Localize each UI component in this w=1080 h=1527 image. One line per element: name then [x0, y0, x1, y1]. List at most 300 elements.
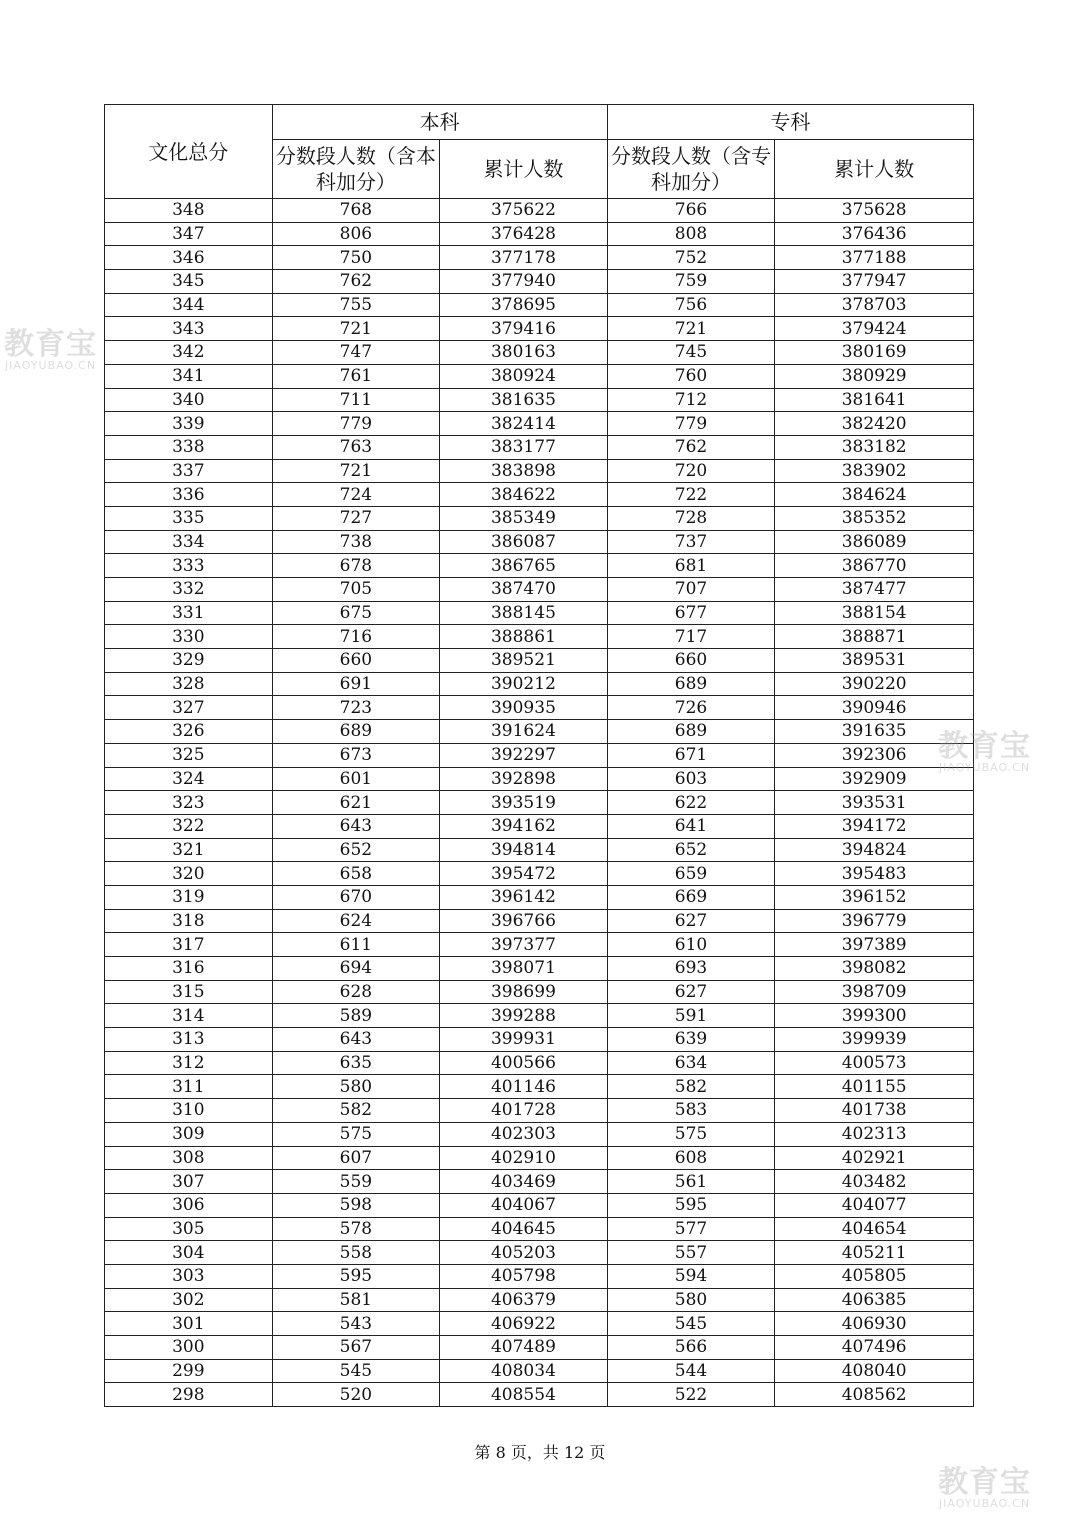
score-cell: 340: [105, 388, 273, 412]
junior-college-cumulative-cell: 404654: [775, 1217, 974, 1241]
undergraduate-count-cell: 628: [272, 980, 440, 1004]
junior-college-cumulative-cell: 401155: [775, 1075, 974, 1099]
table-row: [105, 672, 974, 696]
junior-college-count-cell: 693: [607, 957, 775, 981]
undergraduate-count-cell: 567: [272, 1336, 440, 1360]
table-row: [105, 364, 974, 388]
junior-college-cumulative-cell: 401738: [775, 1099, 974, 1123]
junior-college-cumulative-cell: 391635: [775, 720, 974, 744]
junior-college-cumulative-cell: 394172: [775, 814, 974, 838]
undergraduate-cumulative-cell: 378695: [440, 293, 608, 317]
watermark-domain-text: JIAOYUBAO.CN: [938, 1497, 1031, 1510]
junior-college-count-cell: 582: [607, 1075, 775, 1099]
undergraduate-group-header: 本科: [272, 105, 607, 140]
undergraduate-cumulative-cell: 392898: [440, 767, 608, 791]
undergraduate-cumulative-cell: 392297: [440, 743, 608, 767]
junior-college-count-cell: 603: [607, 767, 775, 791]
score-cell: 323: [105, 791, 273, 815]
undergraduate-count-header: 分数段人数（含本科加分）: [272, 140, 440, 199]
undergraduate-count-cell: 747: [272, 341, 440, 365]
junior-college-count-cell: 671: [607, 743, 775, 767]
score-cell: 312: [105, 1051, 273, 1075]
undergraduate-cumulative-cell: 408554: [440, 1383, 608, 1407]
table-row: [105, 649, 974, 673]
junior-college-count-cell: 760: [607, 364, 775, 388]
score-cell: 331: [105, 601, 273, 625]
table-row: [105, 696, 974, 720]
undergraduate-cumulative-cell: 384622: [440, 483, 608, 507]
undergraduate-count-cell: 755: [272, 293, 440, 317]
undergraduate-cumulative-cell: 395472: [440, 862, 608, 886]
undergraduate-cumulative-cell: 402303: [440, 1122, 608, 1146]
undergraduate-cumulative-cell: 385349: [440, 506, 608, 530]
table-row: [105, 838, 974, 862]
watermark-logo: [938, 1465, 1031, 1510]
table-row: [105, 767, 974, 791]
undergraduate-cumulative-cell: 381635: [440, 388, 608, 412]
table-row: [105, 530, 974, 554]
table-row: [105, 1146, 974, 1170]
undergraduate-count-cell: 601: [272, 767, 440, 791]
undergraduate-cumulative-cell: 377178: [440, 246, 608, 270]
undergraduate-count-cell: 575: [272, 1122, 440, 1146]
junior-college-cumulative-cell: 397389: [775, 933, 974, 957]
junior-college-count-cell: 762: [607, 435, 775, 459]
undergraduate-count-cell: 624: [272, 909, 440, 933]
table-row: [105, 506, 974, 530]
table-row: [105, 483, 974, 507]
score-distribution-table: [104, 104, 974, 1407]
junior-college-cumulative-cell: 383902: [775, 459, 974, 483]
table-row: [105, 1122, 974, 1146]
junior-college-cumulative-cell: 390220: [775, 672, 974, 696]
undergraduate-cumulative-cell: 389521: [440, 649, 608, 673]
junior-college-cumulative-cell: 407496: [775, 1336, 974, 1360]
score-cell: 303: [105, 1264, 273, 1288]
score-cell: 300: [105, 1336, 273, 1360]
score-cell: 328: [105, 672, 273, 696]
junior-college-cumulative-cell: 400573: [775, 1051, 974, 1075]
undergraduate-count-cell: 673: [272, 743, 440, 767]
undergraduate-cumulative-cell: 401146: [440, 1075, 608, 1099]
score-cell: 338: [105, 435, 273, 459]
junior-college-count-cell: 544: [607, 1359, 775, 1383]
junior-college-count-cell: 557: [607, 1241, 775, 1265]
junior-college-count-cell: 627: [607, 980, 775, 1004]
junior-college-cumulative-cell: 404077: [775, 1193, 974, 1217]
undergraduate-cumulative-cell: 404645: [440, 1217, 608, 1241]
junior-college-count-cell: 712: [607, 388, 775, 412]
undergraduate-count-cell: 768: [272, 199, 440, 223]
undergraduate-count-cell: 761: [272, 364, 440, 388]
table-row: [105, 270, 974, 294]
undergraduate-cumulative-cell: 388861: [440, 625, 608, 649]
undergraduate-count-cell: 598: [272, 1193, 440, 1217]
junior-college-cumulative-cell: 398082: [775, 957, 974, 981]
watermark-domain-text: JIAOYUBAO.CN: [4, 359, 97, 372]
undergraduate-cumulative-cell: 406922: [440, 1312, 608, 1336]
junior-college-count-cell: 756: [607, 293, 775, 317]
table-row: [105, 720, 974, 744]
watermark-logo: [4, 327, 97, 372]
junior-college-count-cell: 752: [607, 246, 775, 270]
score-cell: 337: [105, 459, 273, 483]
junior-college-cumulative-cell: 402921: [775, 1146, 974, 1170]
score-cell: 313: [105, 1028, 273, 1052]
junior-college-cumulative-cell: 396152: [775, 885, 974, 909]
table-row: [105, 862, 974, 886]
undergraduate-count-cell: 724: [272, 483, 440, 507]
score-cell: 344: [105, 293, 273, 317]
undergraduate-cumulative-cell: 377940: [440, 270, 608, 294]
undergraduate-cumulative-cell: 408034: [440, 1359, 608, 1383]
score-cell: 298: [105, 1383, 273, 1407]
undergraduate-count-cell: 635: [272, 1051, 440, 1075]
undergraduate-count-cell: 545: [272, 1359, 440, 1383]
score-cell: 322: [105, 814, 273, 838]
junior-college-cumulative-cell: 386089: [775, 530, 974, 554]
junior-college-cumulative-cell: 376436: [775, 222, 974, 246]
table-row: [105, 1288, 974, 1312]
junior-college-cumulative-cell: 380169: [775, 341, 974, 365]
junior-college-cumulative-cell: 402313: [775, 1122, 974, 1146]
junior-college-cumulative-cell: 396779: [775, 909, 974, 933]
score-cell: 299: [105, 1359, 273, 1383]
undergraduate-cumulative-cell: 383177: [440, 435, 608, 459]
undergraduate-count-cell: 670: [272, 885, 440, 909]
score-cell: 326: [105, 720, 273, 744]
score-cell: 343: [105, 317, 273, 341]
junior-college-count-cell: 575: [607, 1122, 775, 1146]
junior-college-count-cell: 717: [607, 625, 775, 649]
junior-college-cumulative-cell: 393531: [775, 791, 974, 815]
junior-college-count-cell: 608: [607, 1146, 775, 1170]
junior-college-count-cell: 677: [607, 601, 775, 625]
junior-college-cumulative-cell: 408040: [775, 1359, 974, 1383]
undergraduate-count-cell: 581: [272, 1288, 440, 1312]
junior-college-count-cell: 622: [607, 791, 775, 815]
table-header: [105, 105, 974, 199]
score-cell: 341: [105, 364, 273, 388]
undergraduate-count-cell: 621: [272, 791, 440, 815]
undergraduate-count-cell: 711: [272, 388, 440, 412]
undergraduate-cumulative-cell: 402910: [440, 1146, 608, 1170]
junior-college-count-cell: 721: [607, 317, 775, 341]
table-row: [105, 980, 974, 1004]
junior-college-cumulative-cell: 389531: [775, 649, 974, 673]
table-row: [105, 1099, 974, 1123]
undergraduate-count-cell: 705: [272, 578, 440, 602]
undergraduate-count-cell: 643: [272, 814, 440, 838]
junior-college-count-cell: 745: [607, 341, 775, 365]
junior-college-cumulative-cell: 394824: [775, 838, 974, 862]
junior-college-count-cell: 580: [607, 1288, 775, 1312]
junior-college-count-cell: 634: [607, 1051, 775, 1075]
undergraduate-cumulative-cell: 396766: [440, 909, 608, 933]
undergraduate-count-cell: 678: [272, 554, 440, 578]
table-row: [105, 412, 974, 436]
junior-college-count-cell: 726: [607, 696, 775, 720]
junior-college-cumulative-cell: 408562: [775, 1383, 974, 1407]
table-row: [105, 1028, 974, 1052]
watermark-logo: [938, 729, 1031, 774]
junior-college-cumulative-cell: 395483: [775, 862, 974, 886]
undergraduate-count-cell: 559: [272, 1170, 440, 1194]
table-row: [105, 578, 974, 602]
junior-college-cumulative-cell: 377947: [775, 270, 974, 294]
watermark-domain-text: JIAOYUBAO.CN: [938, 761, 1031, 774]
table-row: [105, 1217, 974, 1241]
score-cell: 310: [105, 1099, 273, 1123]
table-row: [105, 791, 974, 815]
undergraduate-count-cell: 738: [272, 530, 440, 554]
undergraduate-count-cell: 675: [272, 601, 440, 625]
undergraduate-count-cell: 694: [272, 957, 440, 981]
undergraduate-count-cell: 806: [272, 222, 440, 246]
junior-college-cumulative-cell: 388154: [775, 601, 974, 625]
junior-college-cumulative-cell: 406930: [775, 1312, 974, 1336]
junior-college-count-cell: 659: [607, 862, 775, 886]
score-cell: 348: [105, 199, 273, 223]
undergraduate-count-cell: 689: [272, 720, 440, 744]
undergraduate-count-cell: 658: [272, 862, 440, 886]
junior-college-cumulative-cell: 383182: [775, 435, 974, 459]
undergraduate-count-cell: 723: [272, 696, 440, 720]
junior-college-count-cell: 545: [607, 1312, 775, 1336]
score-cell: 317: [105, 933, 273, 957]
undergraduate-count-cell: 750: [272, 246, 440, 270]
score-cell: 316: [105, 957, 273, 981]
junior-college-count-cell: 681: [607, 554, 775, 578]
junior-college-cumulative-cell: 375628: [775, 199, 974, 223]
junior-college-count-cell: 641: [607, 814, 775, 838]
table-row: [105, 388, 974, 412]
junior-college-count-cell: 522: [607, 1383, 775, 1407]
undergraduate-cumulative-cell: 399288: [440, 1004, 608, 1028]
undergraduate-cumulative-cell: 379416: [440, 317, 608, 341]
undergraduate-cumulative-cell: 404067: [440, 1193, 608, 1217]
score-cell: 327: [105, 696, 273, 720]
junior-college-count-cell: 720: [607, 459, 775, 483]
junior-college-count-cell: 689: [607, 672, 775, 696]
undergraduate-count-cell: 580: [272, 1075, 440, 1099]
undergraduate-cumulative-cell: 390212: [440, 672, 608, 696]
junior-college-count-cell: 707: [607, 578, 775, 602]
junior-college-cumulative-cell: 377188: [775, 246, 974, 270]
undergraduate-cumulative-cell: 396142: [440, 885, 608, 909]
undergraduate-cumulative-cell: 386087: [440, 530, 608, 554]
score-table-container: [104, 104, 974, 1407]
score-cell: 336: [105, 483, 273, 507]
junior-college-cumulative-header: 累计人数: [775, 140, 974, 199]
undergraduate-cumulative-cell: 405203: [440, 1241, 608, 1265]
undergraduate-cumulative-cell: 376428: [440, 222, 608, 246]
undergraduate-cumulative-cell: 382414: [440, 412, 608, 436]
undergraduate-cumulative-cell: 390935: [440, 696, 608, 720]
undergraduate-count-cell: 652: [272, 838, 440, 862]
score-cell: 321: [105, 838, 273, 862]
junior-college-cumulative-cell: 388871: [775, 625, 974, 649]
junior-college-count-cell: 669: [607, 885, 775, 909]
table-row: [105, 601, 974, 625]
table-row: [105, 909, 974, 933]
undergraduate-count-cell: 660: [272, 649, 440, 673]
junior-college-cumulative-cell: 387477: [775, 578, 974, 602]
undergraduate-count-cell: 543: [272, 1312, 440, 1336]
undergraduate-cumulative-cell: 394162: [440, 814, 608, 838]
score-cell: 335: [105, 506, 273, 530]
undergraduate-cumulative-cell: 401728: [440, 1099, 608, 1123]
junior-college-count-cell: 759: [607, 270, 775, 294]
junior-college-count-cell: 566: [607, 1336, 775, 1360]
undergraduate-count-cell: 716: [272, 625, 440, 649]
score-cell: 324: [105, 767, 273, 791]
undergraduate-cumulative-cell: 393519: [440, 791, 608, 815]
table-row: [105, 1264, 974, 1288]
junior-college-cumulative-cell: 378703: [775, 293, 974, 317]
junior-college-count-cell: 689: [607, 720, 775, 744]
junior-college-cumulative-cell: 399939: [775, 1028, 974, 1052]
score-cell: 311: [105, 1075, 273, 1099]
undergraduate-cumulative-cell: 397377: [440, 933, 608, 957]
score-cell: 302: [105, 1288, 273, 1312]
junior-college-cumulative-cell: 386770: [775, 554, 974, 578]
undergraduate-cumulative-cell: 398699: [440, 980, 608, 1004]
score-cell: 319: [105, 885, 273, 909]
junior-college-cumulative-cell: 392306: [775, 743, 974, 767]
undergraduate-cumulative-cell: 388145: [440, 601, 608, 625]
junior-college-cumulative-cell: 385352: [775, 506, 974, 530]
undergraduate-cumulative-cell: 398071: [440, 957, 608, 981]
junior-college-count-cell: 722: [607, 483, 775, 507]
table-row: [105, 554, 974, 578]
table-row: [105, 222, 974, 246]
score-cell: 305: [105, 1217, 273, 1241]
table-row: [105, 246, 974, 270]
junior-college-count-cell: 652: [607, 838, 775, 862]
undergraduate-cumulative-cell: 400566: [440, 1051, 608, 1075]
table-row: [105, 1193, 974, 1217]
score-column-header: 文化总分: [105, 105, 273, 199]
junior-college-count-cell: 583: [607, 1099, 775, 1123]
table-row: [105, 1004, 974, 1028]
table-row: [105, 459, 974, 483]
score-cell: 309: [105, 1122, 273, 1146]
watermark-logo-text: 教育宝: [4, 327, 97, 362]
table-row: [105, 1359, 974, 1383]
undergraduate-cumulative-cell: 394814: [440, 838, 608, 862]
table-row: [105, 1051, 974, 1075]
score-cell: 304: [105, 1241, 273, 1265]
undergraduate-count-cell: 691: [272, 672, 440, 696]
score-cell: 339: [105, 412, 273, 436]
undergraduate-count-cell: 721: [272, 317, 440, 341]
junior-college-count-cell: 779: [607, 412, 775, 436]
junior-college-count-cell: 737: [607, 530, 775, 554]
table-row: [105, 814, 974, 838]
table-row: [105, 293, 974, 317]
table-row: [105, 625, 974, 649]
junior-college-count-cell: 639: [607, 1028, 775, 1052]
table-body: [105, 199, 974, 1407]
score-cell: 306: [105, 1193, 273, 1217]
junior-college-count-cell: 591: [607, 1004, 775, 1028]
score-cell: 308: [105, 1146, 273, 1170]
table-row: [105, 1336, 974, 1360]
score-cell: 342: [105, 341, 273, 365]
score-cell: 334: [105, 530, 273, 554]
junior-college-count-cell: 766: [607, 199, 775, 223]
junior-college-cumulative-cell: 390946: [775, 696, 974, 720]
score-cell: 346: [105, 246, 273, 270]
undergraduate-count-cell: 558: [272, 1241, 440, 1265]
junior-college-count-cell: 594: [607, 1264, 775, 1288]
table-row: [105, 1312, 974, 1336]
junior-college-cumulative-cell: 405211: [775, 1241, 974, 1265]
score-cell: 345: [105, 270, 273, 294]
table-row: [105, 957, 974, 981]
junior-college-cumulative-cell: 384624: [775, 483, 974, 507]
undergraduate-count-cell: 578: [272, 1217, 440, 1241]
score-cell: 332: [105, 578, 273, 602]
undergraduate-count-cell: 582: [272, 1099, 440, 1123]
junior-college-cumulative-cell: 398709: [775, 980, 974, 1004]
undergraduate-count-cell: 763: [272, 435, 440, 459]
undergraduate-cumulative-cell: 387470: [440, 578, 608, 602]
watermark-logo-text: 教育宝: [938, 729, 1031, 764]
undergraduate-cumulative-header: 累计人数: [440, 140, 608, 199]
junior-college-count-header: 分数段人数（含专科加分）: [607, 140, 775, 199]
undergraduate-cumulative-cell: 407489: [440, 1336, 608, 1360]
junior-college-count-cell: 627: [607, 909, 775, 933]
undergraduate-cumulative-cell: 383898: [440, 459, 608, 483]
undergraduate-count-cell: 721: [272, 459, 440, 483]
score-cell: 333: [105, 554, 273, 578]
junior-college-cumulative-cell: 379424: [775, 317, 974, 341]
undergraduate-count-cell: 727: [272, 506, 440, 530]
score-cell: 320: [105, 862, 273, 886]
junior-college-cumulative-cell: 405805: [775, 1264, 974, 1288]
table-row: [105, 933, 974, 957]
undergraduate-count-cell: 643: [272, 1028, 440, 1052]
junior-college-cumulative-cell: 403482: [775, 1170, 974, 1194]
undergraduate-cumulative-cell: 386765: [440, 554, 608, 578]
junior-college-cumulative-cell: 381641: [775, 388, 974, 412]
undergraduate-cumulative-cell: 405798: [440, 1264, 608, 1288]
junior-college-count-cell: 660: [607, 649, 775, 673]
table-row: [105, 317, 974, 341]
junior-college-cumulative-cell: 392909: [775, 767, 974, 791]
score-cell: 307: [105, 1170, 273, 1194]
undergraduate-count-cell: 762: [272, 270, 440, 294]
undergraduate-count-cell: 611: [272, 933, 440, 957]
score-cell: 325: [105, 743, 273, 767]
score-cell: 301: [105, 1312, 273, 1336]
score-cell: 314: [105, 1004, 273, 1028]
score-cell: 329: [105, 649, 273, 673]
junior-college-count-cell: 610: [607, 933, 775, 957]
undergraduate-count-cell: 589: [272, 1004, 440, 1028]
undergraduate-count-cell: 779: [272, 412, 440, 436]
table-row: [105, 199, 974, 223]
junior-college-group-header: 专科: [607, 105, 973, 140]
undergraduate-count-cell: 520: [272, 1383, 440, 1407]
junior-college-count-cell: 561: [607, 1170, 775, 1194]
junior-college-cumulative-cell: 406385: [775, 1288, 974, 1312]
undergraduate-cumulative-cell: 406379: [440, 1288, 608, 1312]
table-row: [105, 743, 974, 767]
score-cell: 318: [105, 909, 273, 933]
